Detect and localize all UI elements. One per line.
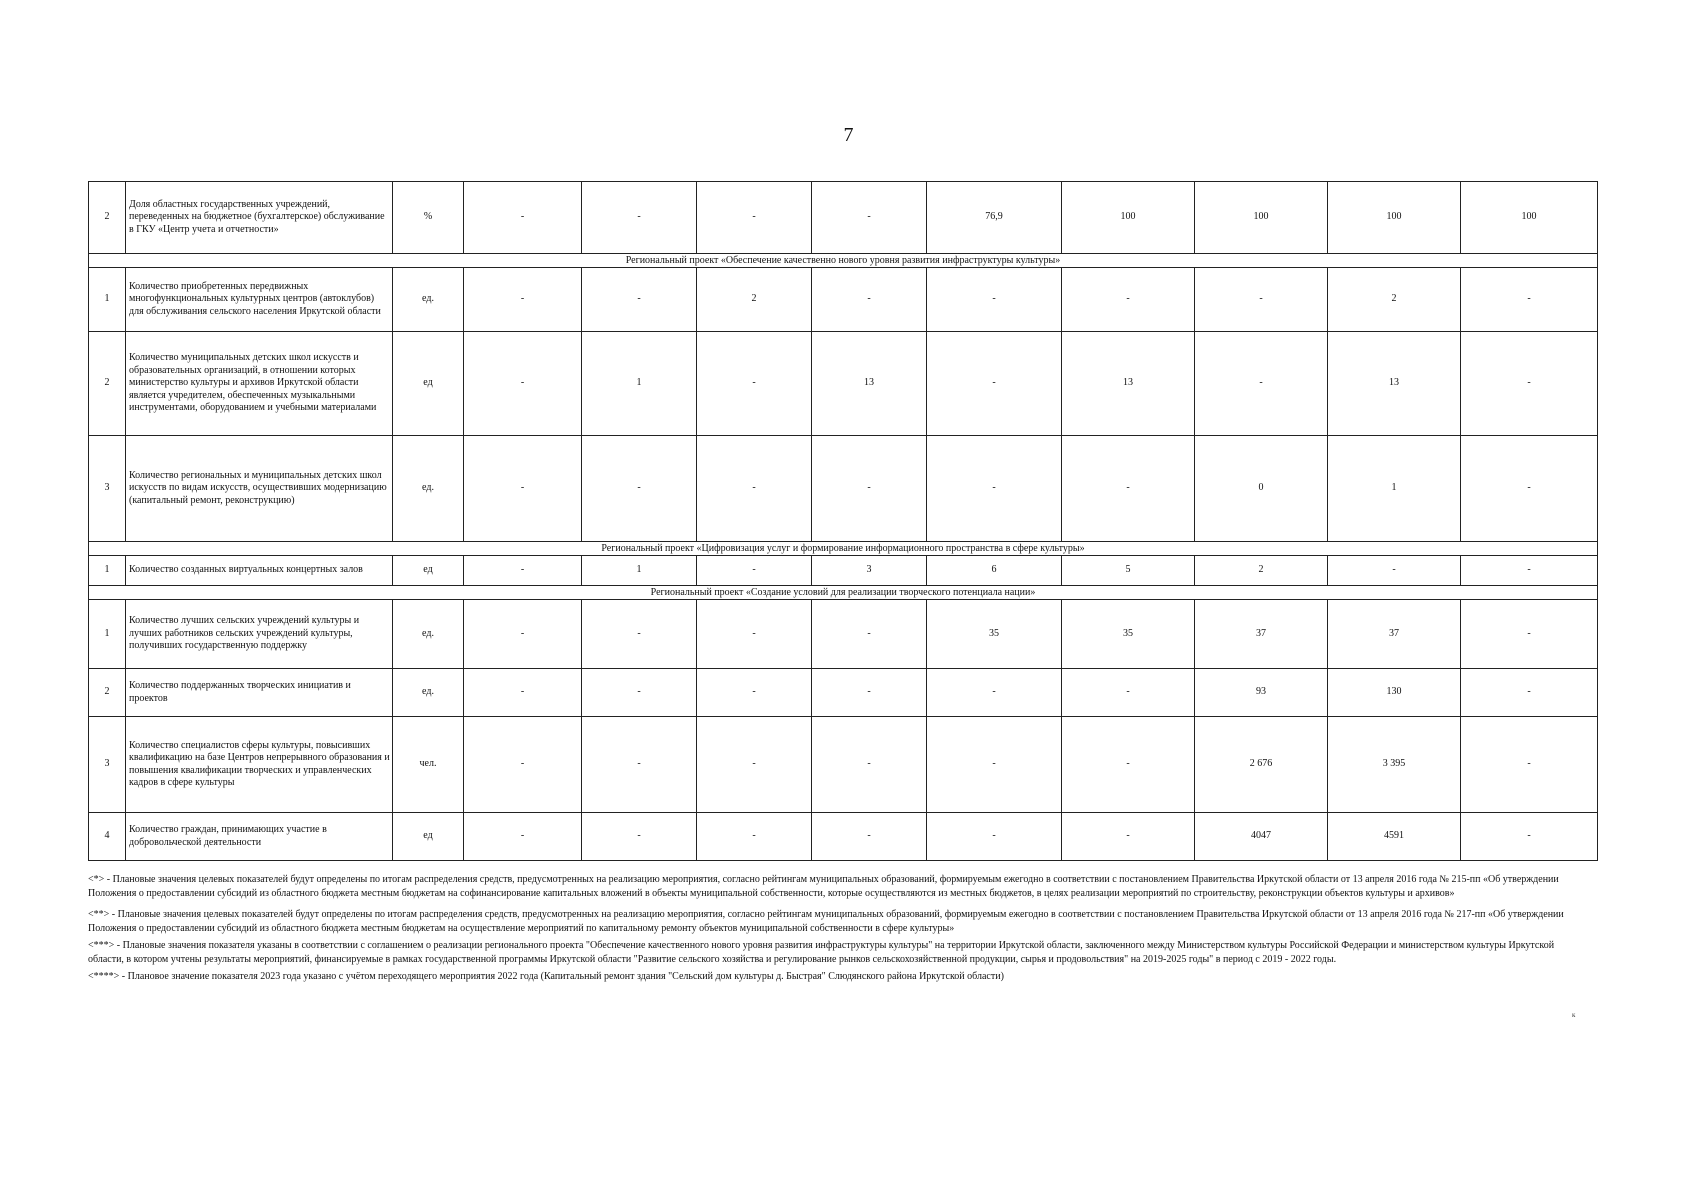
value-cell: - bbox=[697, 600, 812, 669]
indicator-name: Количество созданных виртуальных концертных залов bbox=[126, 556, 393, 586]
indicator-name: Количество муниципальных детских школ искусств и образовательных организаций, в отношении которых министерство культуры и архивов Иркутской области является учредителем, обеспеченных музыкальными инструментами, оборудованием и учебными материалами bbox=[126, 332, 393, 436]
unit-cell: ед. bbox=[393, 436, 464, 542]
value-cell: - bbox=[464, 436, 582, 542]
value-cell: - bbox=[697, 669, 812, 717]
value-cell: 35 bbox=[927, 600, 1062, 669]
value-cell: - bbox=[1461, 556, 1598, 586]
section-title: Региональный проект «Обеспечение качественно нового уровня развития инфраструктуры культуры» bbox=[89, 254, 1598, 268]
value-cell: - bbox=[812, 600, 927, 669]
value-cell: - bbox=[464, 717, 582, 813]
value-cell: - bbox=[1461, 813, 1598, 861]
value-cell: - bbox=[1062, 813, 1195, 861]
value-cell: - bbox=[464, 669, 582, 717]
value-cell: - bbox=[464, 268, 582, 332]
value-cell: - bbox=[812, 436, 927, 542]
value-cell: - bbox=[1328, 556, 1461, 586]
value-cell: 93 bbox=[1195, 669, 1328, 717]
value-cell: - bbox=[582, 600, 697, 669]
row-number: 2 bbox=[89, 182, 126, 254]
row-number: 3 bbox=[89, 436, 126, 542]
row-number: 4 bbox=[89, 813, 126, 861]
value-cell: - bbox=[697, 556, 812, 586]
indicators-table bbox=[88, 181, 1598, 861]
value-cell: - bbox=[927, 332, 1062, 436]
value-cell: 100 bbox=[1328, 182, 1461, 254]
value-cell: - bbox=[927, 268, 1062, 332]
value-cell: - bbox=[1461, 268, 1598, 332]
value-cell: - bbox=[582, 669, 697, 717]
value-cell: - bbox=[582, 813, 697, 861]
table-row bbox=[89, 717, 1598, 813]
footnote-3: <***> - Плановые значения показателя указаны в соответствии с соглашением о реализации регионального проекта "Обеспечение качественного нового уровня развития инфраструктуры культуры" на территории Иркутской области, заключенного между Министерством культуры Российской Федерации и министерством культуры Иркутской области, в котором учтены результаты мероприятий, финансируемые в рамках государственной программы Иркутской области "Развитие сельского хозяйства и регулирование рынков сельскохозяйственной продукции, сырья и продовольствия" на 2019-2025 годы" в период с 2019 - 2022 годы. bbox=[88, 940, 1555, 965]
value-cell: - bbox=[464, 556, 582, 586]
unit-cell: ед bbox=[393, 813, 464, 861]
value-cell: 130 bbox=[1328, 669, 1461, 717]
value-cell: - bbox=[812, 813, 927, 861]
unit-cell: % bbox=[393, 182, 464, 254]
value-cell: 1 bbox=[1328, 436, 1461, 542]
unit-cell: ед. bbox=[393, 600, 464, 669]
value-cell: 35 bbox=[1062, 600, 1195, 669]
value-cell: - bbox=[1461, 600, 1598, 669]
value-cell: 1 bbox=[582, 332, 697, 436]
value-cell: 2 bbox=[697, 268, 812, 332]
table-row bbox=[89, 600, 1598, 669]
value-cell: - bbox=[582, 717, 697, 813]
value-cell: - bbox=[697, 717, 812, 813]
value-cell: - bbox=[582, 182, 697, 254]
value-cell: - bbox=[1062, 669, 1195, 717]
table-body bbox=[89, 182, 1598, 861]
row-number: 2 bbox=[89, 669, 126, 717]
value-cell: - bbox=[1195, 332, 1328, 436]
value-cell: - bbox=[464, 600, 582, 669]
indicator-name: Количество лучших сельских учреждений культуры и лучших работников сельских учреждений культуры, получивших государственную поддержку bbox=[126, 600, 393, 669]
table-row bbox=[89, 436, 1598, 542]
unit-cell: ед bbox=[393, 556, 464, 586]
value-cell: - bbox=[1461, 717, 1598, 813]
value-cell: - bbox=[927, 436, 1062, 542]
unit-cell: чел. bbox=[393, 717, 464, 813]
indicator-name: Количество приобретенных передвижных многофункциональных культурных центров (автоклубов) для обслуживания сельского населения Иркутской области bbox=[126, 268, 393, 332]
value-cell: - bbox=[1062, 717, 1195, 813]
value-cell: - bbox=[812, 182, 927, 254]
unit-cell: ед. bbox=[393, 669, 464, 717]
value-cell: - bbox=[697, 436, 812, 542]
value-cell: 37 bbox=[1195, 600, 1328, 669]
footnote-1: <*> - Плановые значения целевых показателей будут определены по итогам распределения средств, предусмотренных на реализацию мероприятия, согласно рейтингам муниципальных образований, формируемым ежегодно в соответствии с постановлением Правительства Иркутской области от 13 апреля 2016 года № 215-пп «Об утверждении Положения о предоставлении субсидий из областного бюджета местным бюджетам на софинансирование капитальных вложений в объекты муниципальной собственности, которые осуществляются из местных бюджетов, в целях реализации мероприятий по строительству, реконструкции объектов культуры и архивов» bbox=[88, 874, 1559, 899]
page-number: 7 bbox=[843, 124, 854, 146]
value-cell: - bbox=[812, 717, 927, 813]
value-cell: - bbox=[1062, 436, 1195, 542]
section-header-row bbox=[89, 586, 1598, 600]
footnote-4: <****> - Плановое значение показателя 2023 года указано с учётом переходящего мероприятия 2022 года (Капитальный ремонт здания "Сельский дом культуры д. Быстрая" Слюдянского района Иркутской области) bbox=[88, 971, 1004, 982]
section-title: Региональный проект «Цифровизация услуг и формирование информационного пространства в сфере культуры» bbox=[89, 542, 1598, 556]
value-cell: 76,9 bbox=[927, 182, 1062, 254]
value-cell: 3 395 bbox=[1328, 717, 1461, 813]
indicator-name: Количество специалистов сферы культуры, повысивших квалификацию на базе Центров непрерывного образования и повышения квалификации творческих и управленческих кадров в сфере культуры bbox=[126, 717, 393, 813]
value-cell: - bbox=[1461, 669, 1598, 717]
value-cell: - bbox=[582, 268, 697, 332]
value-cell: 4047 bbox=[1195, 813, 1328, 861]
value-cell: 2 bbox=[1328, 268, 1461, 332]
table-row bbox=[89, 813, 1598, 861]
row-number: 1 bbox=[89, 268, 126, 332]
value-cell: 100 bbox=[1062, 182, 1195, 254]
value-cell: - bbox=[582, 436, 697, 542]
value-cell: - bbox=[812, 268, 927, 332]
value-cell: - bbox=[697, 182, 812, 254]
footnote-2: <**> - Плановые значения целевых показателей будут определены по итогам распределения средств, предусмотренных на реализацию мероприятия, согласно рейтингам муниципальных образований, формируемым ежегодно в соответствии с постановлением Правительства Иркутской области от 13 апреля 2016 года № 217-пп «Об утверждении Положения о предоставлении субсидий из областного бюджета местным бюджетам на осуществление мероприятий по капитальному ремонту объектов муниципальной собственности в сфере культуры» bbox=[88, 909, 1564, 934]
value-cell: - bbox=[812, 669, 927, 717]
value-cell: 13 bbox=[812, 332, 927, 436]
value-cell: - bbox=[1195, 268, 1328, 332]
footnotes bbox=[88, 873, 1588, 988]
value-cell: 100 bbox=[1195, 182, 1328, 254]
row-number: 1 bbox=[89, 600, 126, 669]
section-header-row bbox=[89, 254, 1598, 268]
value-cell: - bbox=[927, 813, 1062, 861]
value-cell: - bbox=[927, 717, 1062, 813]
value-cell: - bbox=[464, 813, 582, 861]
value-cell: 37 bbox=[1328, 600, 1461, 669]
value-cell: - bbox=[464, 182, 582, 254]
value-cell: - bbox=[1461, 332, 1598, 436]
value-cell: 6 bbox=[927, 556, 1062, 586]
value-cell: 13 bbox=[1328, 332, 1461, 436]
value-cell: 13 bbox=[1062, 332, 1195, 436]
indicator-name: Доля областных государственных учреждений, переведенных на бюджетное (бухгалтерское) обслуживание в ГКУ «Центр учета и отчетности» bbox=[126, 182, 393, 254]
value-cell: - bbox=[927, 669, 1062, 717]
row-number: 1 bbox=[89, 556, 126, 586]
table-row bbox=[89, 669, 1598, 717]
table-row bbox=[89, 556, 1598, 586]
row-number: 2 bbox=[89, 332, 126, 436]
table-row bbox=[89, 268, 1598, 332]
value-cell: - bbox=[697, 332, 812, 436]
value-cell: 100 bbox=[1461, 182, 1598, 254]
value-cell: 1 bbox=[582, 556, 697, 586]
unit-cell: ед. bbox=[393, 268, 464, 332]
indicator-name: Количество поддержанных творческих инициатив и проектов bbox=[126, 669, 393, 717]
indicator-name: Количество граждан, принимающих участие в добровольческой деятельности bbox=[126, 813, 393, 861]
value-cell: 5 bbox=[1062, 556, 1195, 586]
indicator-name: Количество региональных и муниципальных детских школ искусств по видам искусств, осуществивших модернизацию (капитальный ремонт, реконструкцию) bbox=[126, 436, 393, 542]
unit-cell: ед bbox=[393, 332, 464, 436]
corner-mark: к bbox=[1572, 1011, 1576, 1019]
table-row bbox=[89, 182, 1598, 254]
value-cell: - bbox=[697, 813, 812, 861]
table-row bbox=[89, 332, 1598, 436]
row-number: 3 bbox=[89, 717, 126, 813]
value-cell: - bbox=[1461, 436, 1598, 542]
section-header-row bbox=[89, 542, 1598, 556]
value-cell: - bbox=[1062, 268, 1195, 332]
section-title: Региональный проект «Создание условий для реализации творческого потенциала нации» bbox=[89, 586, 1598, 600]
value-cell: 4591 bbox=[1328, 813, 1461, 861]
value-cell: 2 bbox=[1195, 556, 1328, 586]
value-cell: 2 676 bbox=[1195, 717, 1328, 813]
value-cell: 0 bbox=[1195, 436, 1328, 542]
value-cell: 3 bbox=[812, 556, 927, 586]
value-cell: - bbox=[464, 332, 582, 436]
